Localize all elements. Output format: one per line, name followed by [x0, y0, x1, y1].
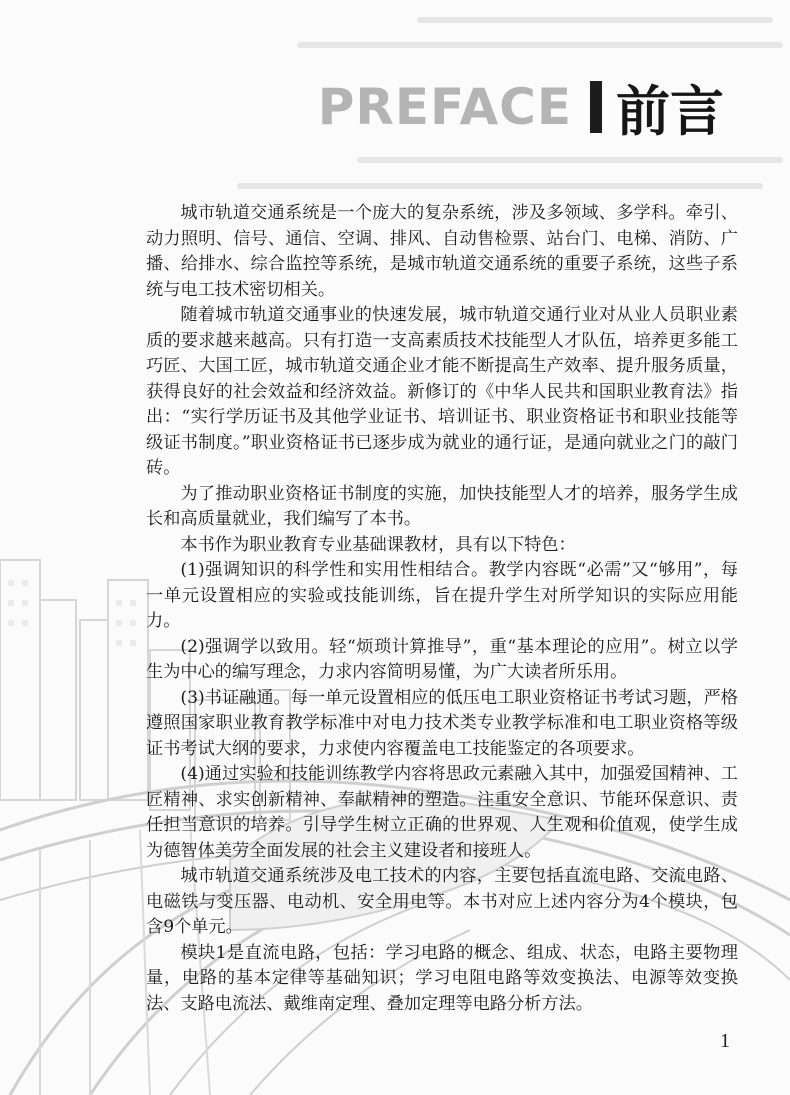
page-number: 1 [720, 1030, 730, 1052]
paragraph: (1)强调知识的科学性和实用性相结合。教学内容既“必需”又“够用”，每一单元设置相应的实验或技能训练，旨在提升学生对所学知识的实际应用能力。 [146, 560, 738, 631]
preface-body [146, 201, 738, 1017]
paragraph: 为了推动职业资格证书制度的实施，加快技能型人才的培养，服务学生成长和高质量就业，我们编写了本书。 [146, 483, 738, 529]
preface-title [318, 72, 724, 142]
paragraph: 城市轨道交通系统涉及电工技术的内容，主要包括直流电路、交流电路、电磁铁与变压器、电动机、安全用电等。本书对应上述内容分为4个模块，包含9个单元。 [146, 866, 738, 937]
paragraph: 随着城市轨道交通事业的快速发展，城市轨道交通行业对从业人员职业素质的要求越来越高。只有打造一支高素质技术技能型人才队伍，培养更多能工巧匠、大国工匠，城市轨道交通企业才能不断提高生产效率、提升服务质量，获得良好的社会效益和经济效益。新修订的《中华人民共和国职业教育法》指出：“实行学历证书及其他学业证书、培训证书、职业资格证书和职业技能等级证书制度。”职业资格证书已逐步成为就业的通行证，是通向就业之门的敲门砖。 [146, 305, 738, 478]
paragraph: (2)强调学以致用。轻“烦琐计算推导”，重“基本理论的应用”。树立以学生为中心的编写理念，力求内容简明易懂，为广大读者所乐用。 [146, 636, 738, 682]
title-english: PREFACE [317, 78, 572, 136]
title-chinese: 前言 [616, 79, 724, 143]
paragraph: 本书作为职业教育专业基础课教材，具有以下特色： [180, 534, 576, 555]
paragraph: 模块1是直流电路，包括：学习电路的概念、组成、状态，电路主要物理量，电路的基本定律等基础知识；学习电阻电路等效变换法、电源等效变换法、支路电流法、戴维南定理、叠加定理等电路分析方法。 [146, 942, 738, 1014]
title-divider [590, 81, 602, 133]
paragraph: 城市轨道交通系统是一个庞大的复杂系统，涉及多领域、多学科。牵引、动力照明、信号、通信、空调、排风、自动售检票、站台门、电梯、消防、广播、给排水、综合监控等系统，是城市轨道交通系统的重要子系统，这些子系统与电工技术密切相关。 [146, 203, 738, 300]
paragraph: (4)通过实验和技能训练教学内容将思政元素融入其中，加强爱国精神、工匠精神、求实创新精神、奉献精神的塑造。注重安全意识、节能环保意识、责任担当意识的培养。引导学生树立正确的世界观、人生观和价值观，使学生成为德智体美劳全面发展的社会主义建设者和接班人。 [146, 764, 738, 861]
paragraph: (3)书证融通。每一单元设置相应的低压电工职业资格证书考试习题，严格遵照国家职业教育教学标准中对电力技术类专业教学标准和电工职业资格等级证书考试大纲的要求，力求使内容覆盖电工技能鉴定的各项要求。 [146, 687, 738, 759]
